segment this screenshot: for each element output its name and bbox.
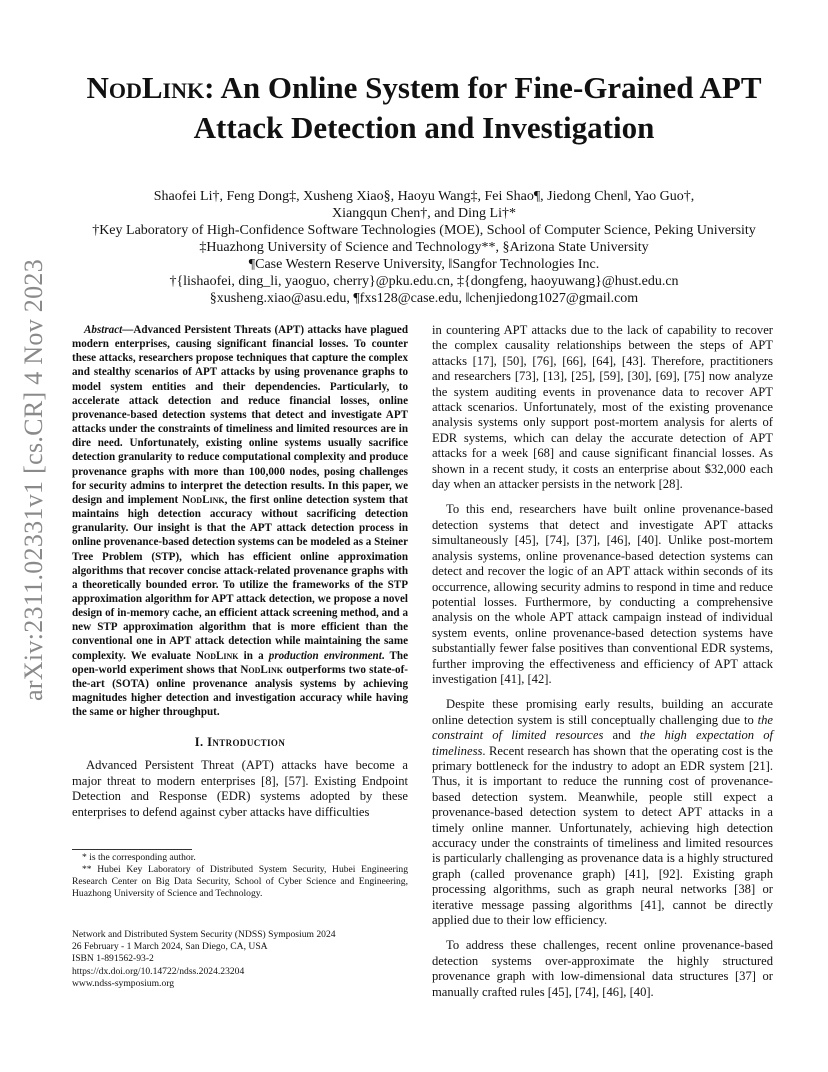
footnote-divider — [72, 849, 192, 850]
section-heading-introduction: I. Introduction — [194, 735, 286, 750]
footnote-2: ** Hubei Key Laboratory of Distributed System Security, Hubei Engineering Research Center on Big Data Security, School of Cyber Science and Engineering, Huazhong University of Science and Technology. — [72, 864, 408, 899]
conference-name: Network and Distributed System Security (NDSS) Symposium 2024 — [72, 929, 336, 940]
system-name: NodLink — [182, 493, 225, 506]
abstract: Abstract—Advanced Persistent Threats (APT) attacks have plagued modern enterprises, causing significant financial losses. To counter these attacks, researchers propose techniques that capture the complex and stealthy scenarios of APT attacks by using provenance graphs to model system entities and their dependencies. Particularly, to accelerate attack detection and reduce financial losses, online provenance-based detection systems that detect and investigate APT attacks under the constraints of timeliness and limited resources are in dire need. Unfortunately, existing online systems usually sacrifice detection granularity to reduce computational complexity and produce provenance graphs with more than 100,000 nodes, posing challenges for security admins to interpret the detection results. In this paper, we design and implement NodLink, the first online detection system that maintains high detection accuracy without sacrificing detection granularity. Our insight is that the APT attack detection process in online provenance-based detection systems can be modeled as a Steiner Tree Problem (STP), which has efficient online approximation algorithms that recover concise attack-related provenance graphs with a theoretically bounded error. To utilize the frameworks of the STP approximation algorithm for APT attack detection, we propose a novel design of in-memory cache, an efficient attack screening method, and a new STP approximation algorithm that is more efficient than the conventional one in APT attack detection while maintaining the same complexity. We evaluate NodLink in a production environment. The open-world experiment shows that NodLink outperforms two state-of-the-art (SOTA) online provenance analysis systems by achieving magnitudes higher detection and investigation accuracy while having the same or higher throughput. — [72, 324, 408, 719]
arxiv-stamp-text: arXiv:2311.02331v1 [cs.CR] 4 Nov 2023 — [19, 259, 48, 701]
conference-website: www.ndss-symposium.org — [72, 977, 175, 989]
paper-title — [60, 68, 788, 148]
body-paragraph-1: in countering APT attacks due to the lack of capability to recover the complex causality relationships between the steps of APT attacks [17], [50], [76], [66], [64], [43]. Therefore, practitioners and researchers [73], [13], [25], [59], [30], [69], [75] now analyze the system auditing events in provenance data to recover APT attack scenarios. Unfortunately, most of the existing provenance analysis systems only support post-mortem analysis for alerts of EDR systems, which can delay the accurate detection of APT attacks for a week [68] and cause significant financial losses. As shown in a recent study, it costs an enterprise about $32,000 each day when an attacker persists in the network [28]. — [432, 323, 773, 492]
conference-isbn: ISBN 1-891562-93-2 — [72, 953, 154, 965]
right-column — [432, 323, 773, 1000]
title-system-name: NodLink — [86, 70, 205, 105]
author-block — [60, 188, 788, 307]
title-line2: Attack Detection and Investigation — [193, 110, 655, 145]
intro-paragraph: Advanced Persistent Threat (APT) attacks have become a major threat to modern enterprises [8], [57]. Existing Endpoint Detection and Response (EDR) systems adopted by these enterprises to defend against cyber attacks have difficulties — [72, 758, 408, 819]
title-line1-rest: : An Online System for Fine-Grained APT — [204, 70, 762, 105]
affiliation-1: †Key Laboratory of High-Confidence Software Technologies (MOE), School of Computer Science, Peking University — [92, 223, 756, 238]
abstract-label: Abstract — [84, 324, 123, 336]
conference-doi: https://dx.doi.org/10.14722/ndss.2024.23204 — [72, 965, 245, 977]
emails-1: †{lishaofei, ding_li, yaoguo, cherry}@pku.edu.cn, ‡{dongfeng, haoyuwang}@hust.edu.cn — [169, 274, 679, 289]
body-paragraph-4: To address these challenges, recent online provenance-based detection systems over-approximate the highly structured provenance graph with low-dimensional data structures [37] or manually crafted rules [45], [74], [46], [40]. — [432, 938, 773, 999]
footnotes — [72, 852, 408, 900]
body-paragraph-2: To this end, researchers have built online provenance-based detection systems that detect and investigate APT attacks simultaneously [45], [74], [37], [46], [40]. Unlike post-mortem analysis systems, online provenance-based detection systems can detect and recover the logic of an APT attack within seconds of its occurrence, allowing security admins to respond in time and reduce potential losses. Furthermore, by conducting a comprehensive analysis on the whole APT attack campaign instead of individual system events, online provenance-based detection systems have substantially fewer false positives than conventional EDR systems, further improving the effectiveness and efficiency of APT attack investigation [41], [42]. — [432, 502, 773, 686]
left-column — [72, 323, 408, 820]
affiliation-2: ‡Huazhong University of Science and Technology**, §Arizona State University — [199, 240, 649, 255]
system-name: NodLink — [240, 663, 283, 676]
footnote-1: * is the corresponding author. — [82, 852, 196, 863]
affiliation-3: ¶Case Western Reserve University, ‖Sangfor Technologies Inc. — [248, 257, 600, 272]
conference-dates: 26 February - 1 March 2024, San Diego, CA, USA — [72, 941, 268, 953]
emails-2: §xusheng.xiao@asu.edu, ¶fxs128@case.edu, ‖chenjiedong1027@gmail.com — [209, 291, 639, 306]
author-list-line2: Xiangqun Chen†, and Ding Li†* — [332, 206, 516, 221]
body-paragraph-3: Despite these promising early results, building an accurate online detection system is still conceptually challenging due to the constraint of limited resources and the high expectation of timeliness. Recent research has shown that the operating cost is the primary bottleneck for the industry to adopt an EDR system [21]. Thus, it is important to reduce the running cost of provenance-based detection system. Meanwhile, people still expect a provenance-based detection system to detect APT attacks in a timely online manner. Unfortunately, achieving high detection accuracy under the constraints of timeliness and limited resources is particularly challenging as provenance data is a highly structured graph (called provenance graph) [41], [92]. Existing graph processing algorithms, such as graph neural networks [38] or iterative message passing algorithms [41], cannot be directly applied due to their low efficiency. — [432, 697, 773, 928]
system-name: NodLink — [196, 649, 239, 662]
arxiv-stamp — [14, 160, 54, 800]
conference-info — [72, 929, 408, 990]
author-list-line1: Shaofei Li†, Feng Dong‡, Xusheng Xiao§, Haoyu Wang‡, Fei Shao¶, Jiedong Chen‖, Yao Guo†, — [153, 189, 695, 204]
